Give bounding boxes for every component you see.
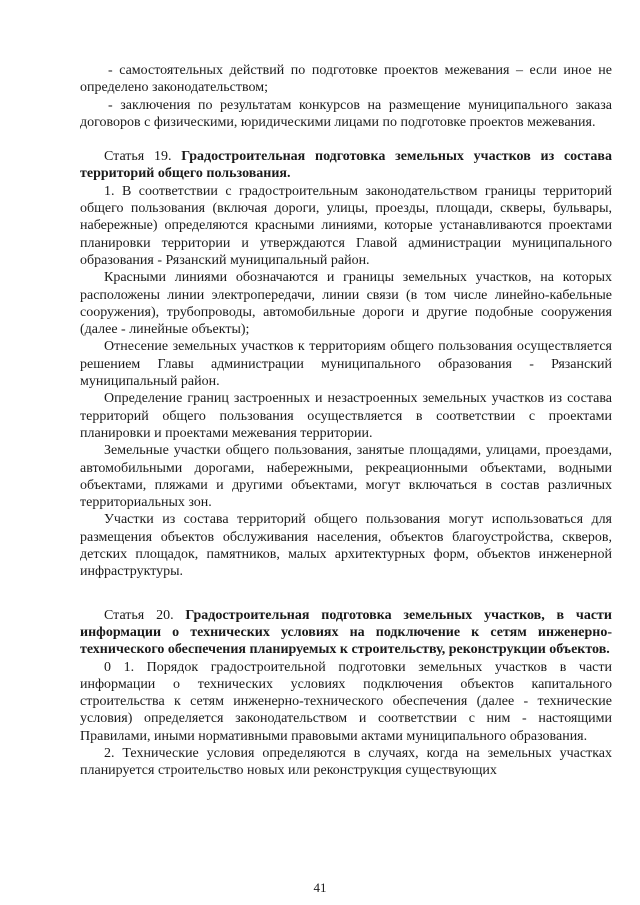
- article-19-paragraph-5: Земельные участки общего пользования, занятые площадями, улицами, проездами, автомобильными дорогами, набережными, рекреационными объектами, водными объектами, пляжами и другими объектами, могут включаться в состав различных территориальных зон.: [80, 443, 612, 511]
- article-19-paragraph-6: Участки из состава территорий общего пользования могут использоваться для размещения объектов обслуживания населения, объектов благоустройства, скверов, детских площадок, памятников, малых архитектурных форм, объектов инженерной инфраструктуры.: [80, 512, 612, 580]
- article-20-paragraph-2: 2. Технические условия определяются в случаях, когда на земельных участках планируется строительство новых или реконструкция существующих: [80, 745, 612, 779]
- article-19-paragraph-3: Отнесение земельных участков к территориям общего пользования осуществляется решением Главы администрации муниципального образования - Рязанский муниципальный район.: [80, 339, 612, 390]
- article-20-prefix: Статья 20.: [104, 607, 186, 623]
- page-number: 41: [313, 880, 327, 895]
- article-19-paragraph-1: 1. В соответствии с градостроительным законодательством границы территорий общего пользования (включая дороги, улицы, проезды, площади, скверы, бульвары, набережные) определяются красными линиями, которые устанавливаются проектами планировки территории и утверждаются Главой администрации муниципального образования - Рязанский муниципальный район.: [80, 183, 612, 268]
- article-20-title: Градостроительная подготовка земельных участков, в части информации о технических условиях на подключение к сетям инженерно-технического обеспечения планируемых к строительству, реконструкции объектов.: [80, 607, 612, 658]
- article-20-heading: [80, 607, 612, 659]
- article-19-paragraph-2: Красными линиями обозначаются и границы земельных участков, на которых расположены линии электропередачи, линии связи (в том числе линейно-кабельные сооружения), трубопроводы, автомобильные дороги и другие подобные сооружения (далее - линейные объекты);: [80, 270, 612, 338]
- document-page: [80, 62, 612, 780]
- article-20-paragraph-1: 0 1. Порядок градостроительной подготовки земельных участков в части информации о технических условиях подключения объектов капитального строительства к сетям инженерно-технического обеспечения (далее - технические условия) определяется законодательством и соответствии с ним - настоящими Правилами, иными нормативными правовыми актами муниципального образования.: [80, 659, 612, 744]
- article-19-heading: [80, 148, 612, 183]
- article-19-paragraph-4: Определение границ застроенных и незастроенных земельных участков из состава территорий общего пользования осуществляется в соответствии с проектами планировки и проектами межевания территории.: [80, 391, 612, 441]
- article-20: [80, 607, 612, 780]
- article-19-title: Градостроительная подготовка земельных участков из состава территорий общего пользования.: [80, 149, 612, 182]
- paragraph-dash-2: - заключения по результатам конкурсов на размещение муниципального заказа договоров с физическими, юридическими лицами по подготовке проектов межевания.: [80, 97, 612, 130]
- paragraph-dash-1: - самостоятельных действий по подготовке проектов межевания – если иное не определено законодательством;: [80, 63, 612, 96]
- article-19: [80, 148, 612, 580]
- article-19-prefix: Статья 19.: [104, 149, 182, 165]
